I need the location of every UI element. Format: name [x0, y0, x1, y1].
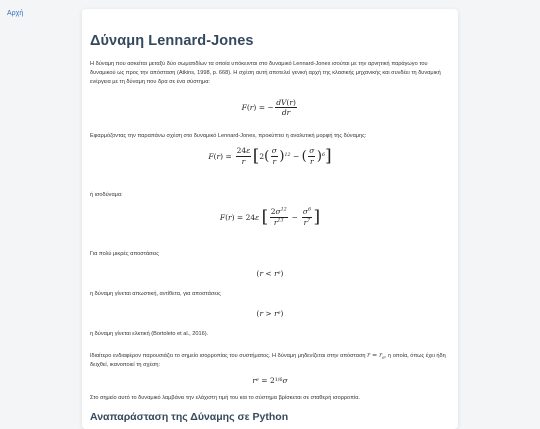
equilibrium-text-start: Ιδιαίτερο ενδιαφέρον παρουσιάζει το σημείο ισορροπίας του συστήματος. Η δύναμη μηδενίζεται στην απόσταση	[90, 352, 368, 359]
paragraph-repulsive: η δύναμη γίνεται απωστική, αντίθετα, για αποστάσεις	[90, 291, 221, 298]
equation-equilibrium-distance: r e = 2 1/6 σ	[252, 376, 288, 386]
paragraph-equivalently: ή ισοδύναμα:	[90, 191, 123, 198]
inline-math-r-equals-re: $r = r_e$	[367, 351, 385, 361]
paragraph-small-distances: Για πολύ μικρές αποστάσεις	[90, 251, 159, 258]
equation-r-less-than-re: ( r < r e )	[256, 269, 284, 279]
equation-r-greater-than-re: ( r > r e )	[256, 309, 284, 319]
equation-force-derivative: F ( r ) = − $\frac{dV(r)}{dr}$	[241, 97, 296, 118]
equation-force-equivalent: F ( r ) = 24 ε [ $\frac{2\sigma^{12}}{r^{13}}$ − $\frac{\sigma^6}{r^7}$ ]	[219, 206, 321, 227]
intro-paragraph: Η δύναμη που ασκείται μεταξύ δύο σωματιδίων τα οποία υπόκεινται στο δυναμικό Lennard-Jones ισούται με την αρνητική παράγωγο του δυναμικού ως προς την απόσταση (Atkins, 1998, p. 668). Η σχέση αυτή αποτελεί γενική αρχή της κλασικής μηχανικής και συνδέει τη δυναμική ενέργεια με τη δύναμη που δρα σε ένα σύστημα:	[90, 61, 441, 86]
section-heading-python: Αναπαράσταση της Δύναμης σε Python	[90, 411, 289, 424]
paragraph-equilibrium	[90, 351, 450, 370]
equation-force-analytic: F ( r ) = $\frac{24\varepsilon}{r}$ [ 2 ( $\frac{\sigma}{r}$ ) 12 − ( $\frac{\sigma}{r}$ ) 6 ]	[208, 145, 332, 166]
paragraph-applying: Εφαρμόζοντας την παραπάνω σχέση στο δυναμικό Lennard-Jones, προκύπτει η αναλυτική μορφή της δύναμης:	[90, 132, 367, 139]
paragraph-attractive: η δύναμη γίνεται ελκτική (Bortoleto et al., 2016).	[90, 331, 209, 338]
equilibrium-text-end: , η οποία, όπως έχει ήδη δειχθεί, ικανοποιεί τη σχέση:	[90, 352, 446, 368]
paragraph-minimum: Στο σημείο αυτό το δυναμικό λαμβάνει την ελάχιστη τιμή του και το σύστημα βρίσκεται σε σταθερή ισορροπία.	[90, 395, 360, 402]
home-link[interactable]: Αρχή	[7, 10, 24, 17]
article-card	[82, 9, 458, 429]
page-title: Δύναμη Lennard-Jones	[90, 33, 254, 49]
